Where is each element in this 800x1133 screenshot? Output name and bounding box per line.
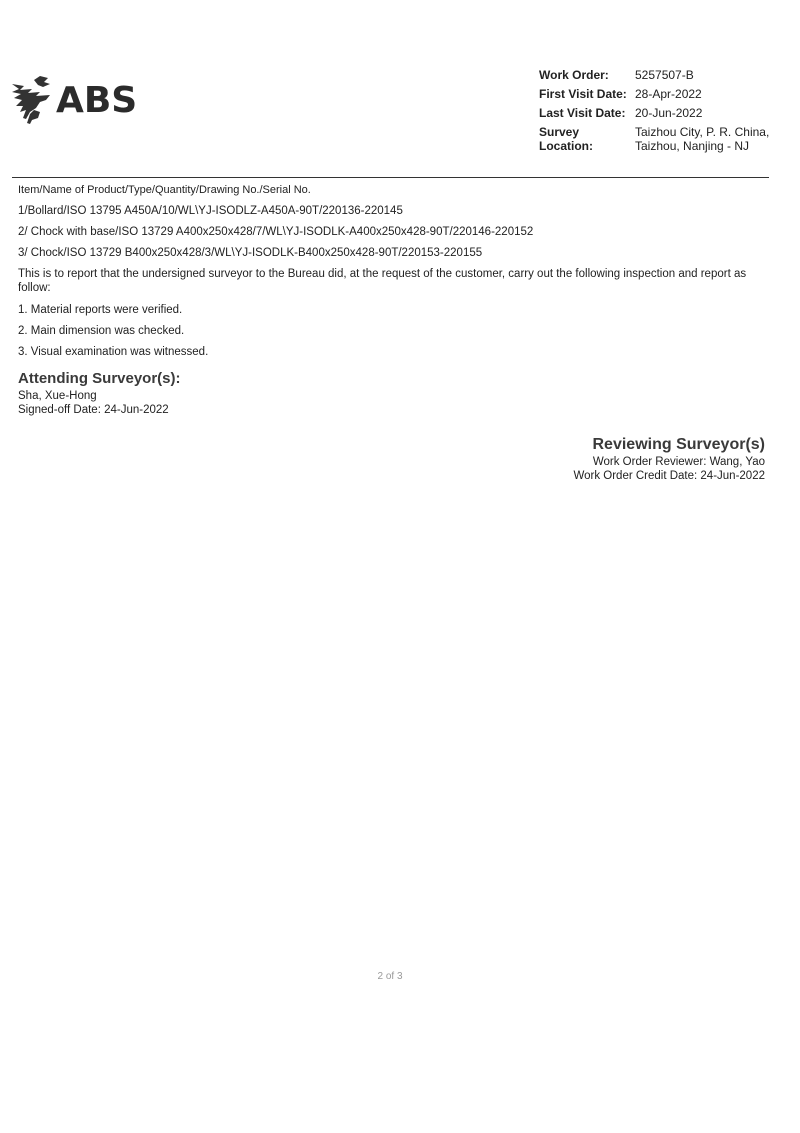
abs-logo bbox=[10, 72, 145, 127]
items-header: Item/Name of Product/Type/Quantity/Drawing No./Serial No. bbox=[18, 184, 311, 196]
survey-location-label-line-2: Location: bbox=[539, 139, 593, 153]
survey-location-label bbox=[539, 125, 635, 153]
work-order-label: Work Order: bbox=[539, 68, 609, 82]
last-visit-value: 20-Jun-2022 bbox=[635, 106, 703, 120]
eagle-icon bbox=[10, 72, 62, 127]
attending-surveyor-name: Sha, Xue-Hong bbox=[18, 390, 97, 402]
page-number: 2 of 3 bbox=[377, 971, 403, 982]
survey-location-value-line-2: Taizhou, Nanjing - NJ bbox=[635, 139, 750, 153]
work-order-info bbox=[539, 68, 789, 158]
first-visit-label: First Visit Date: bbox=[539, 87, 627, 101]
survey-location-value-line-1: Taizhou City, P. R. China, bbox=[635, 125, 770, 139]
first-visit-row bbox=[539, 87, 789, 101]
inspection-step-2: 2. Main dimension was checked. bbox=[18, 325, 185, 337]
survey-location-value bbox=[635, 125, 789, 153]
reviewing-surveyor-block bbox=[573, 438, 765, 483]
last-visit-label: Last Visit Date: bbox=[539, 106, 626, 120]
attending-surveyor-title: Attending Surveyor(s): bbox=[18, 370, 181, 387]
work-order-reviewer: Work Order Reviewer: Wang, Yao bbox=[592, 456, 765, 468]
item-line-2: 2/ Chock with base/ISO 13729 A400x250x428/7/WL\YJ-ISODLK-A400x250x428-90T/220146-220152 bbox=[18, 226, 534, 238]
first-visit-value: 28-Apr-2022 bbox=[635, 87, 702, 101]
last-visit-row bbox=[539, 106, 789, 120]
reviewing-surveyor-title: Reviewing Surveyor(s) bbox=[592, 436, 765, 453]
report-intro: This is to report that the undersigned surveyor to the Bureau did, at the request of the customer, carry out the following inspection and report as follow: bbox=[18, 268, 747, 294]
logo-text: ABS bbox=[56, 80, 138, 121]
work-order-credit-date: Work Order Credit Date: 24-Jun-2022 bbox=[573, 470, 765, 482]
header-divider bbox=[12, 177, 769, 178]
survey-location-row bbox=[539, 125, 789, 153]
survey-location-label-line-1: Survey bbox=[539, 125, 580, 139]
work-order-row bbox=[539, 68, 789, 82]
report-body bbox=[18, 183, 763, 417]
inspection-step-1: 1. Material reports were verified. bbox=[18, 304, 183, 316]
item-line-3: 3/ Chock/ISO 13729 B400x250x428/3/WL\YJ-ISODLK-B400x250x428-90T/220153-220155 bbox=[18, 247, 483, 259]
item-line-1: 1/Bollard/ISO 13795 A450A/10/WL\YJ-ISODLZ-A450A-90T/220136-220145 bbox=[18, 205, 403, 217]
work-order-value: 5257507-B bbox=[635, 68, 694, 82]
inspection-step-3: 3. Visual examination was witnessed. bbox=[18, 346, 209, 358]
attending-signed-off-date: Signed-off Date: 24-Jun-2022 bbox=[18, 404, 169, 416]
